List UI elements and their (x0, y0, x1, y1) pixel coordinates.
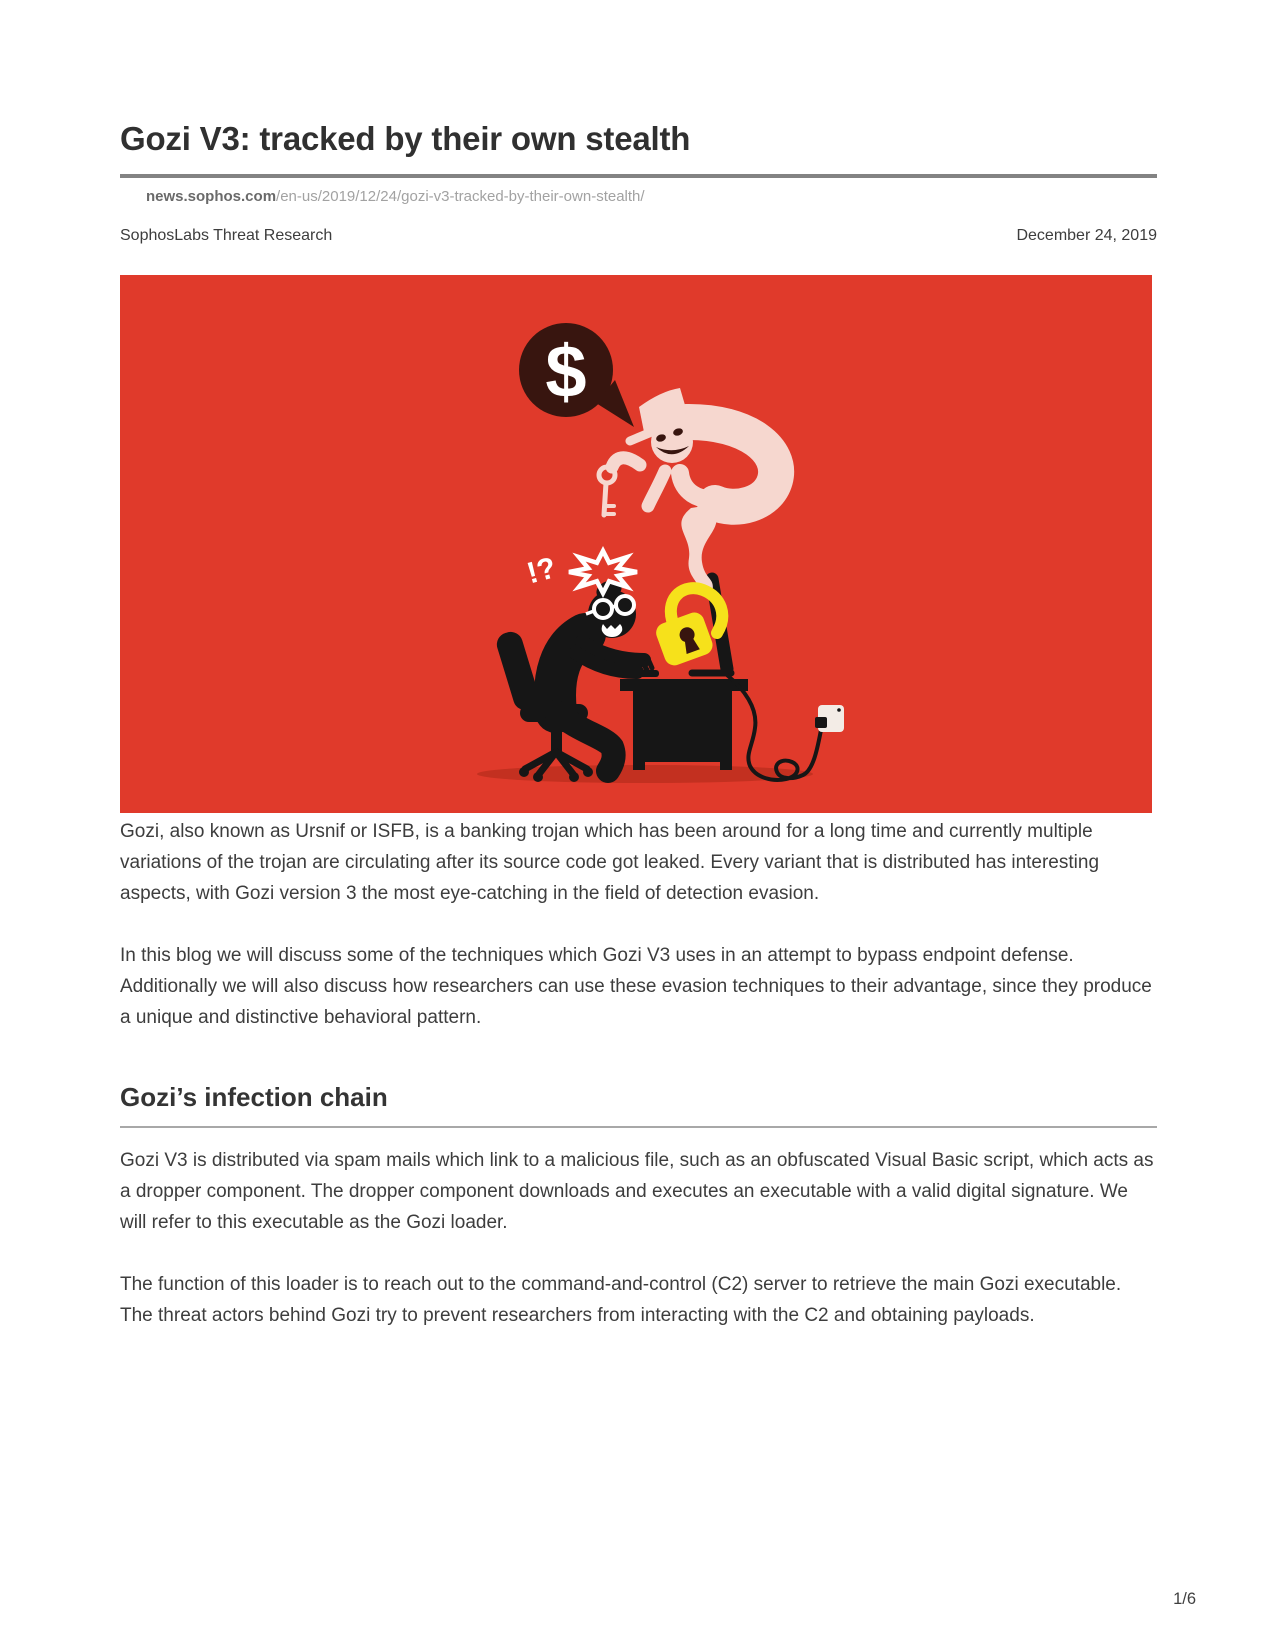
shock-text: !? (523, 551, 560, 591)
page-title: Gozi V3: tracked by their own stealth (120, 120, 691, 157)
page-number: 1/6 (1173, 1590, 1196, 1608)
paragraph: Gozi, also known as Ursnif or ISFB, is a banking trojan which has been around for a long time and currently multiple variations of the trojan are circulating after its source code got leaked. Every variant that is distributed has interesting aspects, with Gozi version 3 the most eye-catching in the field of detection evasion. (120, 821, 1100, 905)
paragraph: Gozi V3 is distributed via spam mails which link to a malicious file, such as an obfuscated Visual Basic script, which acts as a dropper component. The dropper component downloads and executes an executable with a valid digital signature. We will refer to this executable as the Gozi loader. (120, 1150, 1154, 1234)
dollar-sign: $ (545, 330, 587, 414)
section-heading: Gozi’s infection chain (120, 1082, 388, 1113)
desk-icon (620, 670, 748, 770)
section-divider (120, 1126, 1157, 1128)
byline-author: SophosLabs Threat Research (120, 227, 333, 245)
article-content (120, 0, 1157, 1331)
paragraph: The function of this loader is to reach out to the command-and-control (C2) server to retrieve the main Gozi executable. The threat actors behind Gozi try to prevent researchers from interacting with the C2 and obtaining payloads. (120, 1274, 1122, 1327)
source-domain[interactable]: news.sophos.com (146, 188, 277, 206)
title-divider (120, 174, 1157, 178)
byline (120, 227, 1157, 245)
hero-illustration (120, 275, 1152, 813)
power-outlet-icon (815, 705, 844, 732)
byline-date: December 24, 2019 (1016, 227, 1157, 245)
source-url[interactable] (146, 188, 1157, 206)
paragraph: In this blog we will discuss some of the techniques which Gozi V3 uses in an attempt to bypass endpoint defense. Additionally we will also discuss how researchers can use these evasion techniques to their advantage, since they produce a unique and distinctive behavioral pattern. (120, 945, 1152, 1029)
source-path[interactable]: /en-us/2019/12/24/gozi-v3-tracked-by-their-own-stealth/ (276, 188, 645, 206)
